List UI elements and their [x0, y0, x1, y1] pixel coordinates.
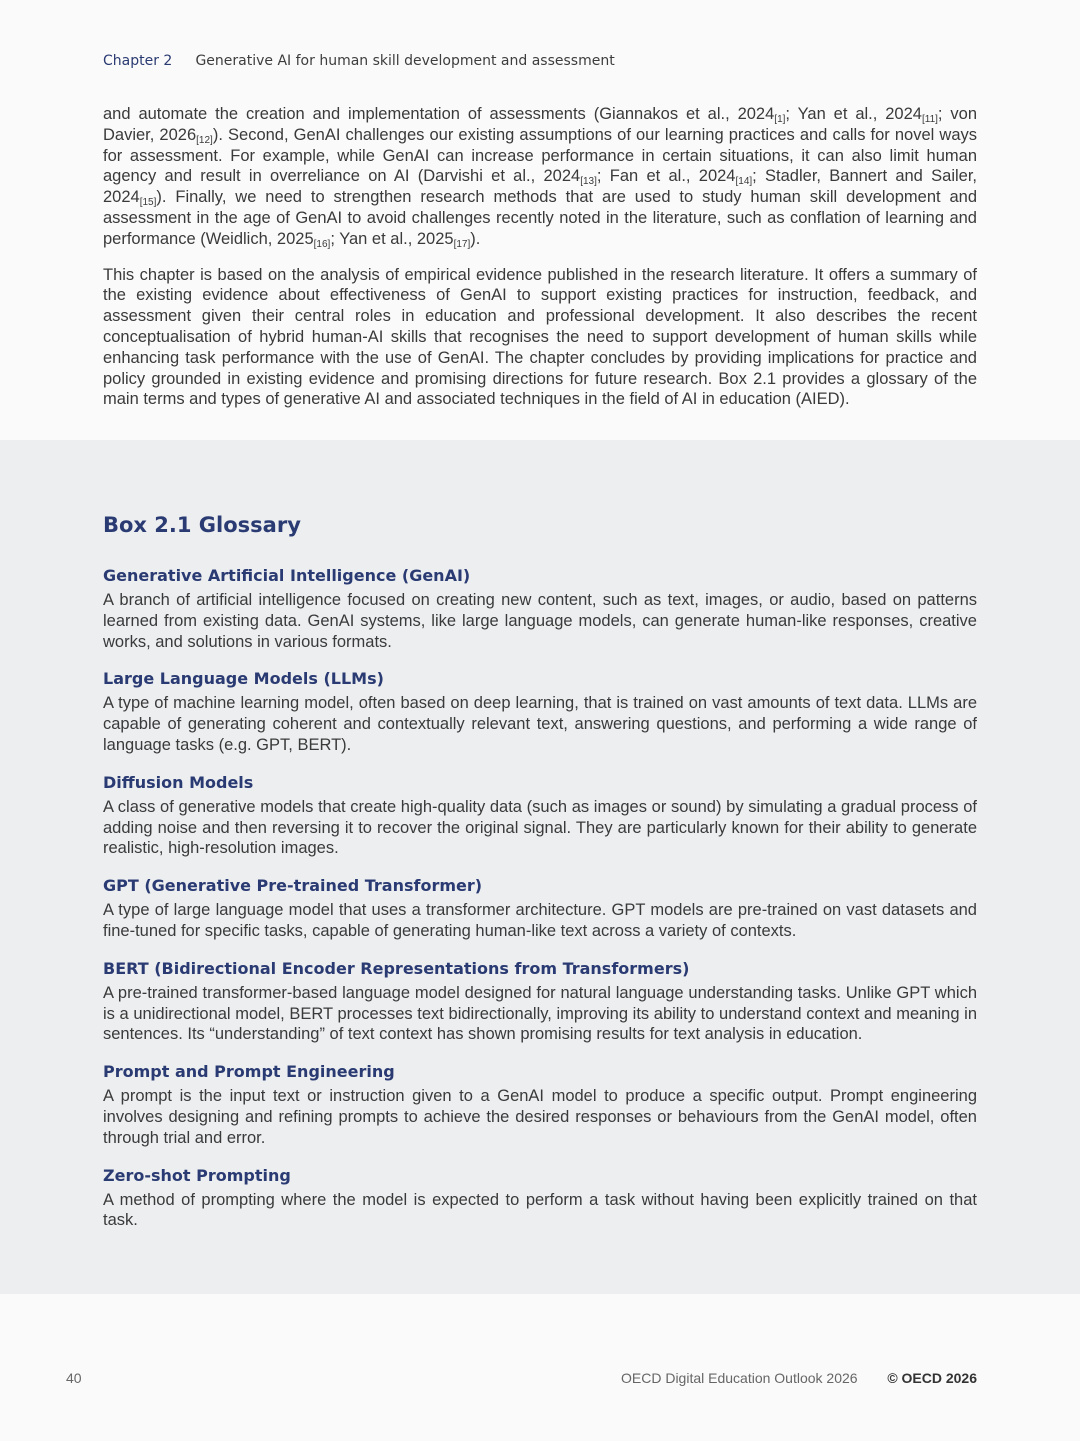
intro-text-segment: ; Yan et al., 2024: [785, 105, 922, 123]
copyright: © OECD 2026: [887, 1370, 977, 1386]
citation-ref: [15]: [139, 197, 157, 209]
glossary-term: [103, 667, 977, 755]
citation-ref: [12]: [196, 134, 213, 146]
intro-text-segment: and automate the creation and implementation of assessments (Giannakos et al., 2024: [103, 105, 775, 123]
term-definition: A prompt is the input text or instruction given to a GenAI model to produce a specific output. Prompt engineering involves designing and refining prompts to achieve the desired responses or behaviours from the GenAI model, often through trial and error.: [103, 1087, 977, 1147]
citation-ref: [17]: [453, 238, 471, 250]
term-name: Prompt and Prompt Engineering: [103, 1062, 395, 1082]
intro-text-segment: ; Fan et al., 2024: [596, 167, 736, 186]
citation-ref: [1]: [774, 114, 786, 125]
intro-text-segment: ).: [470, 229, 481, 248]
intro-text-segment: ; Yan et al., 2025: [330, 229, 454, 248]
term-name: Zero-shot Prompting: [103, 1165, 291, 1185]
intro-text-segment: ; von Davier, 2026: [103, 105, 978, 144]
glossary-term: [103, 564, 977, 652]
intro-paragraph-1: [103, 104, 977, 250]
term-definition: A branch of artificial intelligence focused on creating new content, such as text, images, or audio, based on patterns learned from existing data. GenAI systems, like large language models, can generate human-like responses, creative works, and solutions in various formats.: [103, 591, 977, 651]
glossary-term: [103, 957, 977, 1045]
running-header: [103, 53, 615, 69]
term-definition: A method of prompting where the model is expected to perform a task without having been explicitly trained on that task.: [103, 1190, 977, 1230]
glossary-term: [103, 874, 977, 942]
term-definition: A type of large language model that uses a transformer architecture. GPT models are pre-trained on vast datasets and fine-tuned for specific tasks, capable of generating human-like text across a variety of contexts.: [103, 901, 977, 940]
term-name: GPT (Generative Pre-trained Transformer): [103, 876, 483, 896]
page-number: 40: [66, 1370, 82, 1386]
term-name: BERT (Bidirectional Encoder Representations from Transformers): [103, 958, 690, 978]
term-name: Generative Artificial Intelligence (GenAI): [103, 566, 471, 585]
glossary-term: [103, 771, 977, 859]
term-definition: A pre-trained transformer-based language model designed for natural language understanding tasks. Unlike GPT which is a unidirectional model, BERT processes text bidirectionally, improving its ability to understand context and meaning in sentences. Its “understanding” of text context has shown promising results for text analysis in education.: [103, 983, 977, 1044]
intro-text-segment: ). Finally, we need to strengthen research methods that are used to study human skill development and assessment in the age of GenAI to avoid challenges recently noted in the literature, such as conflation of learning and performance (Weidlich, 2025: [103, 188, 977, 248]
intro-section: [103, 104, 977, 425]
intro-text-segment: ). Second, GenAI challenges our existing assumptions of our learning practices and calls for novel ways for assessment. For example, while GenAI can increase performance in certain situations, it can also limit human agency and result in overreliance on AI (Darvishi et al., 2024: [103, 125, 977, 186]
term-name: Diffusion Models: [103, 772, 254, 792]
intro-text-segment: ; Stadler, Bannert and Sailer, 2024: [103, 167, 977, 207]
term-definition: A type of machine learning model, often based on deep learning, that is trained on vast amounts of text data. LLMs are capable of generating coherent and contextually relevant text, answering questions, and performing a wide range of language tasks (e.g. GPT, BERT).: [103, 694, 977, 754]
citation-ref: [11]: [921, 114, 938, 125]
chapter-label: Chapter 2: [103, 53, 173, 69]
chapter-title: Generative AI for human skill development and assessment: [195, 53, 615, 69]
glossary-term: [103, 1164, 977, 1232]
citation-ref: [13]: [580, 176, 597, 188]
intro-paragraph-2: This chapter is based on the analysis of empirical evidence published in the research literature. It offers a summary of the existing evidence about effectiveness of GenAI to support existing practices for instruction, feedback, and assessment given their central roles in education and professional development. It also describes the recent conceptualisation of hybrid human-AI skills that recognises the need to support development of human skills while enhancing task performance with the use of GenAI. The chapter concludes by providing implications for practice and policy grounded in existing evidence and promising directions for future research. Box 2.1 provides a glossary of the main terms and types of generative AI and associated techniques in the field of AI in education (AIED).: [103, 265, 977, 409]
glossary-box-title: Box 2.1 Glossary: [103, 513, 301, 537]
publication-title: OECD Digital Education Outlook 2026: [621, 1370, 858, 1386]
glossary-list: [103, 564, 977, 1246]
term-name: Large Language Models (LLMs): [103, 669, 384, 689]
citation-ref: [14]: [735, 176, 753, 188]
citation-ref: [16]: [313, 238, 331, 250]
glossary-term: [103, 1060, 977, 1148]
term-definition: A class of generative models that create high-quality data (such as images or sound) by simulating a gradual process of adding noise and then reversing it to recover the original signal. They are particularly known for their ability to generate realistic, high-resolution images.: [103, 797, 977, 858]
